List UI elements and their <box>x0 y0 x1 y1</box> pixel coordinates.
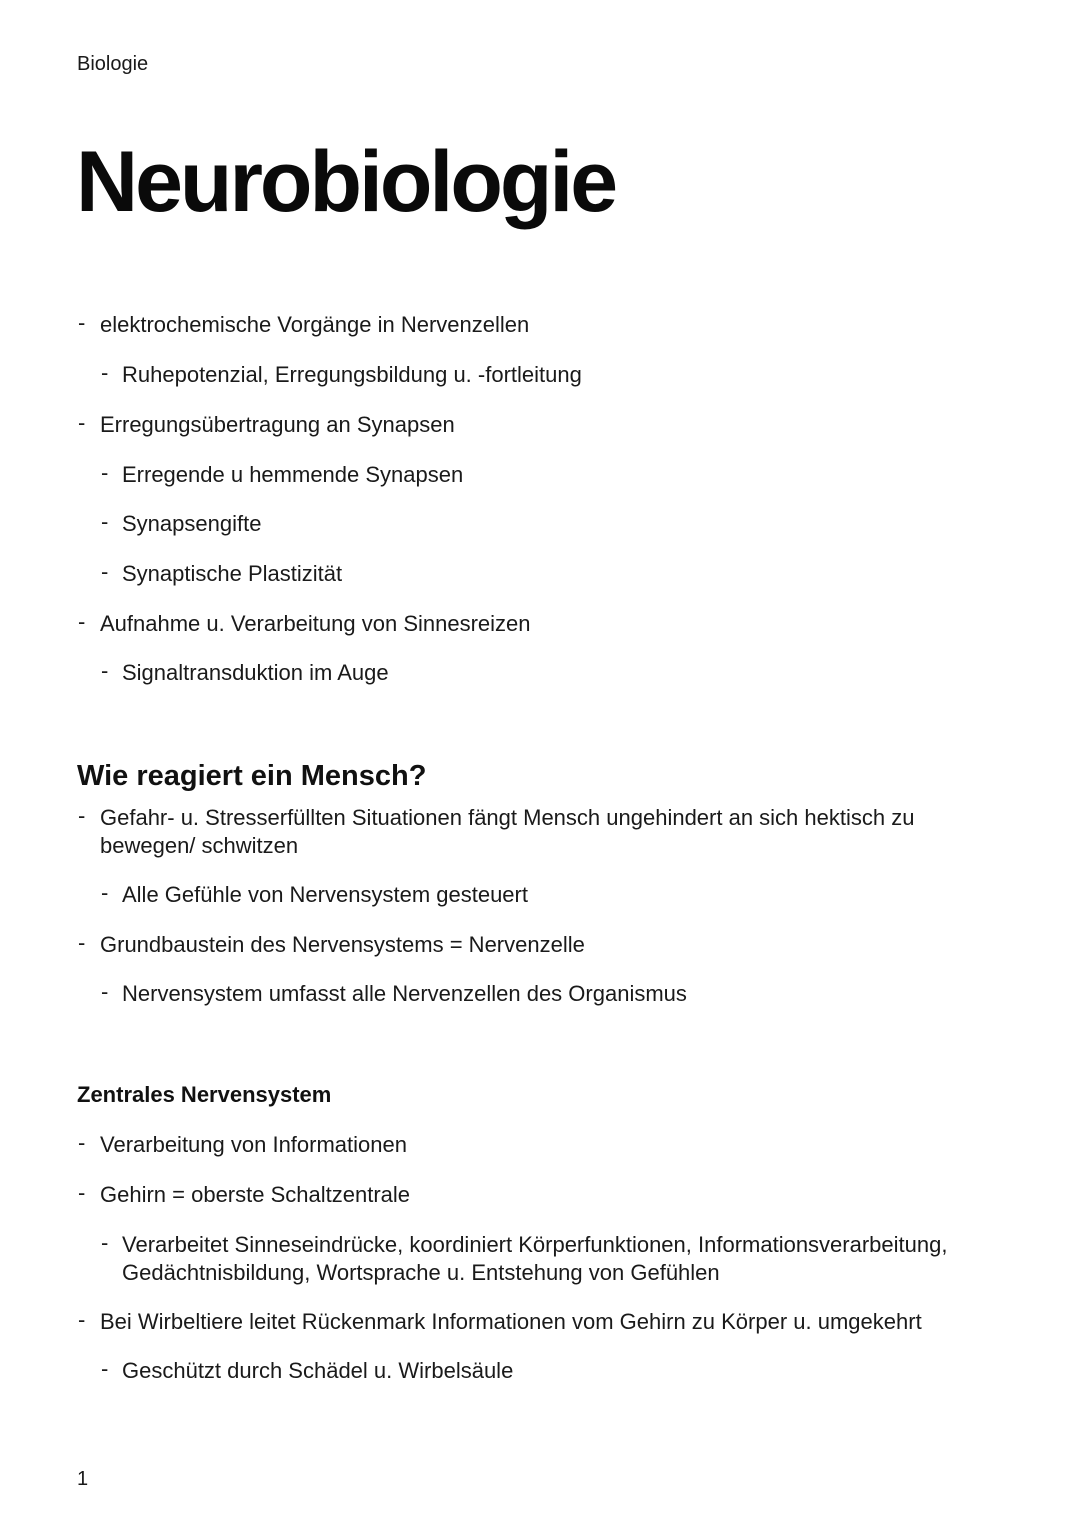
bullet-dash: - <box>78 1307 86 1332</box>
bullet-dash: - <box>101 460 109 485</box>
list-item-text: Erregungsübertragung an Synapsen <box>100 412 455 437</box>
bullet-dash: - <box>78 310 86 335</box>
bullet-dash: - <box>101 658 109 683</box>
list-item <box>78 1307 1000 1336</box>
bullet-dash: - <box>101 1356 109 1381</box>
list-item <box>101 1230 1012 1287</box>
list-item-text: Verarbeitet Sinneseindrücke, koordiniert Körperfunktionen, Informationsverarbeitung, Gedächtnisbildung, Wortsprache u. Entstehung von Gefühlen <box>122 1232 948 1285</box>
list-item <box>78 1180 1000 1209</box>
bullet-dash: - <box>101 880 109 905</box>
page-number: 1 <box>77 1468 89 1490</box>
section-heading-cns: Zentrales Nervensystem <box>77 1082 332 1107</box>
list-item-text: Aufnahme u. Verarbeitung von Sinnesreizen <box>100 611 531 636</box>
list-item <box>78 803 980 860</box>
list-item-text: Verarbeitung von Informationen <box>100 1132 407 1157</box>
list-item <box>78 930 1000 959</box>
list-item-text: Nervensystem umfasst alle Nervenzellen des Organismus <box>122 981 687 1006</box>
list-item <box>101 559 1022 588</box>
list-item <box>78 609 1000 638</box>
list-item <box>101 360 1022 389</box>
list-item <box>101 880 1022 909</box>
list-item-text: Synapsengifte <box>122 511 262 536</box>
list-item-text: Bei Wirbeltiere leitet Rückenmark Informationen vom Gehirn zu Körper u. umgekehrt <box>100 1309 922 1334</box>
list-item <box>101 460 1022 489</box>
bullet-dash: - <box>78 609 86 634</box>
bullet-dash: - <box>101 979 109 1004</box>
list-item <box>78 410 1000 439</box>
bullet-dash: - <box>78 930 86 955</box>
bullet-dash: - <box>101 559 109 584</box>
list-item-text: Gehirn = oberste Schaltzentrale <box>100 1182 411 1207</box>
bullet-dash: - <box>78 803 86 828</box>
list-item-text: Erregende u hemmende Synapsen <box>122 462 464 487</box>
list-item-text: Geschützt durch Schädel u. Wirbelsäule <box>122 1358 514 1383</box>
list-item-text: Gefahr- u. Stresserfüllten Situationen fängt Mensch ungehindert an sich hektisch zu bewegen/ schwitzen <box>100 805 915 858</box>
page-title: Neurobiologie <box>76 134 616 230</box>
bullet-dash: - <box>78 1130 86 1155</box>
bullet-dash: - <box>101 509 109 534</box>
list-item <box>78 310 1000 339</box>
bullet-dash: - <box>78 410 86 435</box>
bullet-dash: - <box>101 1230 109 1255</box>
list-item-text: Synaptische Plastizität <box>122 561 343 586</box>
list-item <box>101 509 1022 538</box>
bullet-dash: - <box>78 1180 86 1205</box>
list-item-text: Grundbaustein des Nervensystems = Nervenzelle <box>100 932 585 957</box>
list-item <box>78 1130 1000 1159</box>
list-item <box>101 979 1022 1008</box>
list-item-text: elektrochemische Vorgänge in Nervenzellen <box>100 312 530 337</box>
subject-label: Biologie <box>77 53 149 75</box>
list-item-text: Ruhepotenzial, Erregungsbildung u. -fortleitung <box>122 362 582 387</box>
list-item <box>101 1356 1022 1385</box>
list-item-text: Alle Gefühle von Nervensystem gesteuert <box>122 882 528 907</box>
list-item <box>101 658 1022 687</box>
section-heading-reaction: Wie reagiert ein Mensch? <box>77 760 427 792</box>
list-item-text: Signaltransduktion im Auge <box>122 660 389 685</box>
bullet-dash: - <box>101 360 109 385</box>
